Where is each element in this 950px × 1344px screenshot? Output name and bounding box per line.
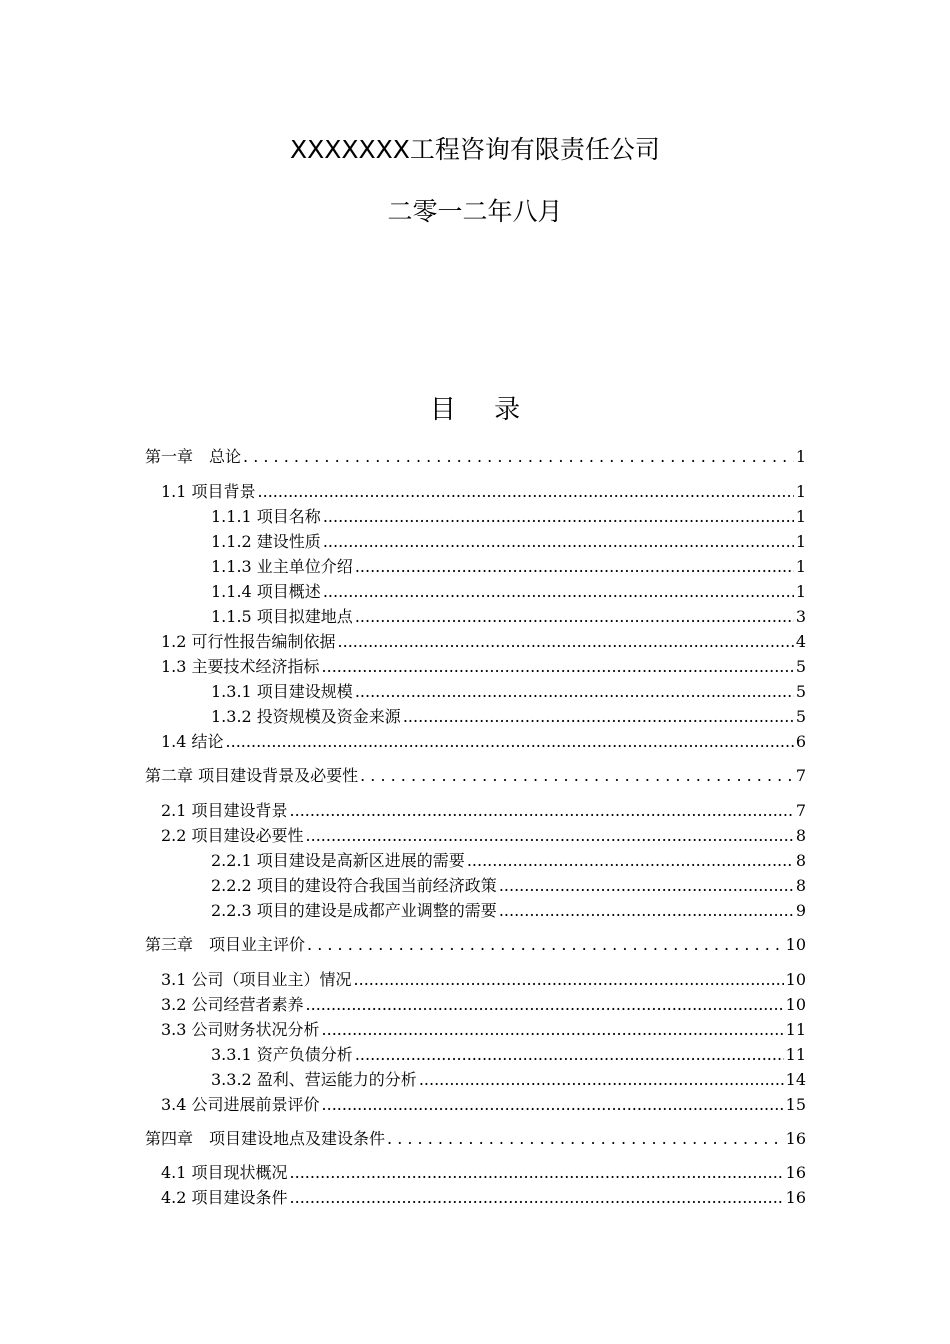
toc-entry-2-2-3[interactable]: 2.2.3 项目的建设是成都产业调整的需要 ..... 9 — [211, 900, 806, 922]
toc-entry-chapter-3[interactable]: 第三章 项目业主评价 . . . 10 — [145, 934, 806, 956]
toc-entry-2-2-2[interactable]: 2.2.2 项目的建设符合我国当前经济政策 ..... 8 — [211, 875, 806, 897]
toc-entry-3-1[interactable]: 3.1 公司（项目业主）情况 ..... 10 — [161, 969, 806, 991]
document-date: 二零一二年八月 — [387, 197, 563, 226]
company-name: XXXXXXX工程咨询有限责任公司 — [290, 135, 660, 164]
toc-entry-3-2[interactable]: 3.2 公司经营者素养 ..... 10 — [161, 994, 806, 1016]
toc-entry-3-4[interactable]: 3.4 公司进展前景评价 ..... 15 — [161, 1094, 806, 1116]
toc-entry-1-3-1[interactable]: 1.3.1 项目建设规模 ..... 5 — [211, 681, 806, 703]
toc-entry-1-1-4[interactable]: 1.1.4 项目概述 ..... 1 — [211, 581, 806, 603]
toc-entry-chapter-2[interactable]: 第二章 项目建设背景及必要性 . . . 7 — [145, 765, 806, 787]
toc-entry-3-3-1[interactable]: 3.3.1 资产负债分析 ..... 11 — [211, 1044, 806, 1066]
toc-entry-2-1[interactable]: 2.1 项目建设背景 ..... 7 — [161, 800, 806, 822]
toc-entry-4-1[interactable]: 4.1 项目现状概况 ..... 16 — [161, 1162, 806, 1184]
toc-title: 目 录 — [429, 395, 521, 425]
table-of-contents — [145, 0, 806, 1344]
toc-entry-3-3[interactable]: 3.3 公司财务状况分析 ..... 11 — [161, 1019, 806, 1041]
toc-entry-chapter-4[interactable]: 第四章 项目建设地点及建设条件 . . . 16 — [145, 1128, 806, 1150]
toc-entry-1-3[interactable]: 1.3 主要技术经济指标 ..... 5 — [161, 656, 806, 678]
toc-entry-4-2[interactable]: 4.2 项目建设条件 ..... 16 — [161, 1187, 806, 1209]
toc-entry-1-1-2[interactable]: 1.1.2 建设性质 ..... 1 — [211, 531, 806, 553]
toc-entry-1-3-2[interactable]: 1.3.2 投资规模及资金来源 ..... 5 — [211, 706, 806, 728]
toc-entry-2-2-1[interactable]: 2.2.1 项目建设是高新区进展的需要 ..... 8 — [211, 850, 806, 872]
toc-entry-1-2[interactable]: 1.2 可行性报告编制依据 ..... 4 — [161, 631, 806, 653]
toc-entry-1-4[interactable]: 1.4 结论 ..... 6 — [161, 731, 806, 753]
toc-entry-1-1-5[interactable]: 1.1.5 项目拟建地点 ..... 3 — [211, 606, 806, 628]
toc-entry-chapter-1[interactable]: 第一章 总论 . . . 1 — [145, 446, 806, 468]
toc-entry-1-1-1[interactable]: 1.1.1 项目名称 ..... 1 — [211, 506, 806, 528]
toc-entry-1-1-3[interactable]: 1.1.3 业主单位介绍 ..... 1 — [211, 556, 806, 578]
toc-entry-2-2[interactable]: 2.2 项目建设必要性 ..... 8 — [161, 825, 806, 847]
toc-entry-3-3-2[interactable]: 3.3.2 盈利、营运能力的分析 ..... 14 — [211, 1069, 806, 1091]
toc-entry-1-1[interactable]: 1.1 项目背景 ..... 1 — [161, 481, 806, 503]
